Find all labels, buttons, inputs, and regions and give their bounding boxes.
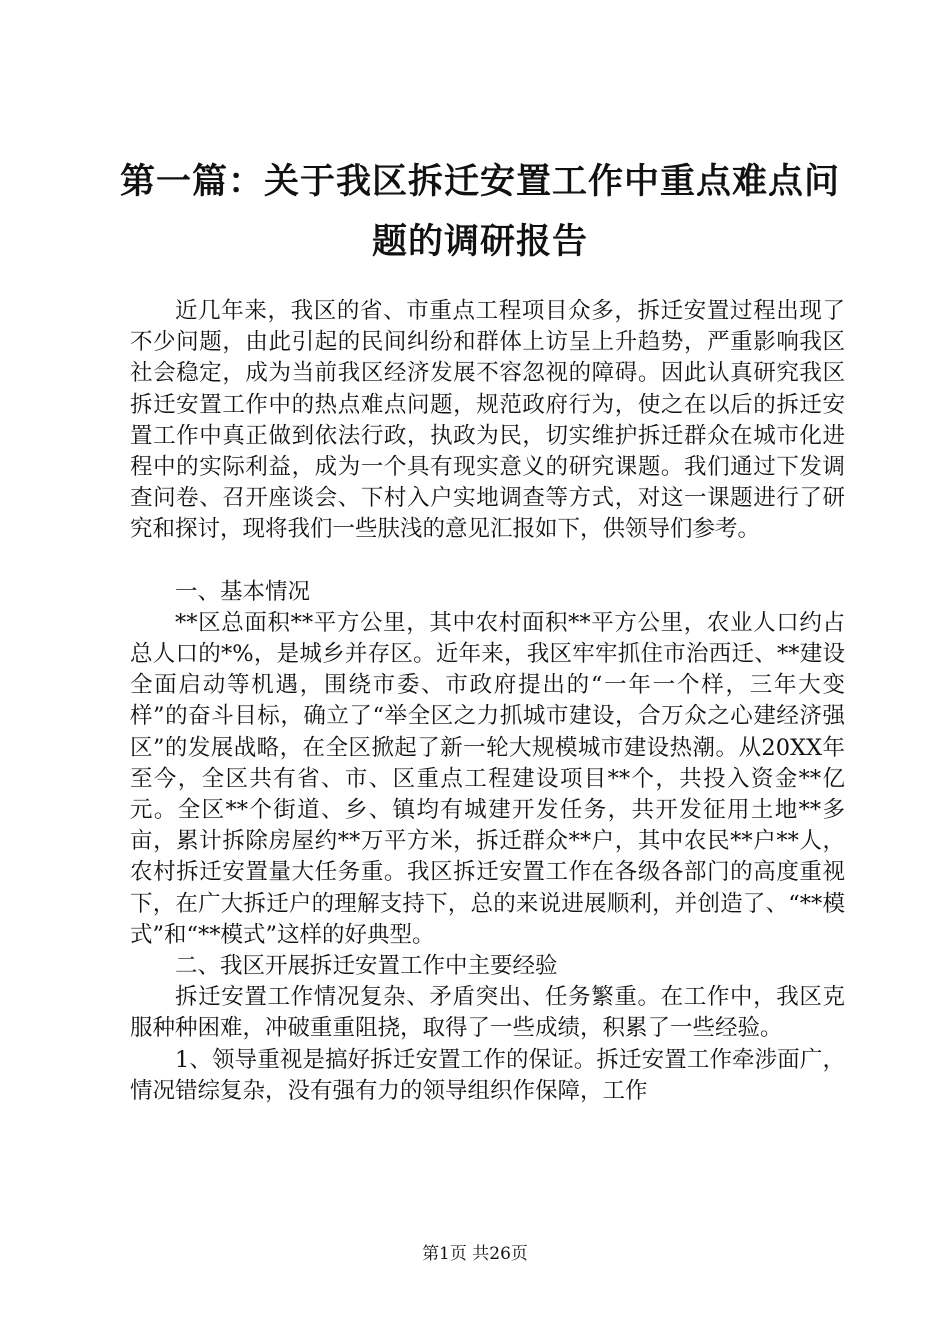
intro-paragraph: 近几年来，我区的省、市重点工程项目众多，拆迁安置过程出现了不少问题，由此引起的民间纠纷和群体上访呈上升趋势，严重影响我区社会稳定，成为当前我区经济发展不容忽视的障碍。因此认真研究我区拆迁安置工作中的热点难点问题，规范政府行为，使之在以后的拆迁安置工作中真正做到依法行政，执政为民，切实维护拆迁群众在城市化进程中的实际利益，成为一个具有现实意义的研究课题。我们通过下发调查问卷、召开座谈会、下村入户实地调查等方式，对这一课题进行了研究和探讨，现将我们一些肤浅的意见汇报如下，供领导们参考。 (130, 298, 845, 543)
document-title-line-2: 题的调研报告 (371, 221, 588, 262)
section-heading-main-experience: 二、我区开展拆迁安置工作中主要经验 (175, 953, 558, 980)
experience-intro-paragraph: 拆迁安置工作情况复杂、矛盾突出、任务繁重。在工作中，我区克服种种困难，冲破重重阻挠，取得了一些成绩，积累了一些经验。 (130, 984, 845, 1042)
page-footer: 第1页 共26页 (422, 1244, 528, 1264)
document-title-line-1: 第一篇：关于我区拆迁安置工作中重点难点问 (120, 161, 841, 202)
basic-situation-paragraph: **区总面积**平方公里，其中农村面积**平方公里，农业人口约占总人口的*%，是城乡并存区。近年来，我区牢牢抓住市治西迁、**建设全面启动等机遇，围绕市委、市政府提出的“一年一个样，三年大变样”的奋斗目标，确立了“举全区之力抓城市建设，合万众之心建经济强区”的发展战略，在全区掀起了新一轮大规模城市建设热潮。从20XX年至今，全区共有省、市、区重点工程建设项目**个，共投入资金**亿元。全区**个街道、乡、镇均有城建开发任务，共开发征用土地**多亩，累计拆除房屋约**万平方米，拆迁群众**户，其中农民**户**人，农村拆迁安置量大任务重。我区拆迁安置工作在各级各部门的高度重视下，在广大拆迁户的理解支持下，总的来说进展顺利，并创造了、“**模式”和“**模式”这样的好典型。 (130, 609, 845, 948)
experience-point-1-paragraph: 1、领导重视是搞好拆迁安置工作的保证。拆迁安置工作牵涉面广，情况错综复杂，没有强有力的领导组织作保障，工作 (130, 1046, 845, 1104)
section-heading-basic-situation: 一、基本情况 (175, 578, 311, 605)
document-body (130, 296, 845, 1107)
